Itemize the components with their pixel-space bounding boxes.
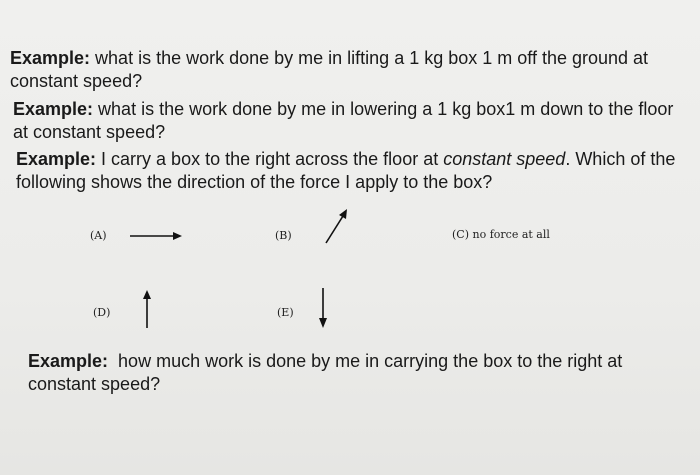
question-1-label: Example: <box>10 48 91 68</box>
question-3 <box>16 148 686 194</box>
right-arrow-icon <box>128 229 184 243</box>
question-2-text: what is the work done by me in lowering a 1 kg box1 m down to the floor at constant speed? <box>13 99 674 142</box>
question-3-text-before: I carry a box to the right across the floor at <box>96 149 444 169</box>
question-2 <box>13 98 683 144</box>
choice-a-label: (A) <box>90 229 107 242</box>
choice-d-label: (D) <box>93 306 111 319</box>
question-1 <box>10 47 690 93</box>
question-4-label: Example: <box>28 351 109 371</box>
down-arrow-icon <box>316 286 330 330</box>
question-1-text: what is the work done by me in lifting a 1 kg box 1 m off the ground at constant speed? <box>10 48 649 91</box>
diagonal-up-right-arrow-icon <box>320 206 352 246</box>
question-3-text-after: . Which of the following shows the direction of the force I apply to the box? <box>16 149 676 192</box>
choice-e-label: (E) <box>277 306 294 319</box>
up-arrow-icon <box>140 288 154 330</box>
question-2-label: Example: <box>13 99 94 119</box>
question-3-emphasis: constant speed <box>443 149 566 169</box>
choice-b-label: (B) <box>275 229 292 242</box>
question-4-text: how much work is done by me in carrying the box to the right at constant speed? <box>28 351 628 394</box>
question-3-label: Example: <box>16 149 97 169</box>
choice-c-label: (C) no force at all <box>452 228 550 241</box>
question-4 <box>28 350 668 396</box>
